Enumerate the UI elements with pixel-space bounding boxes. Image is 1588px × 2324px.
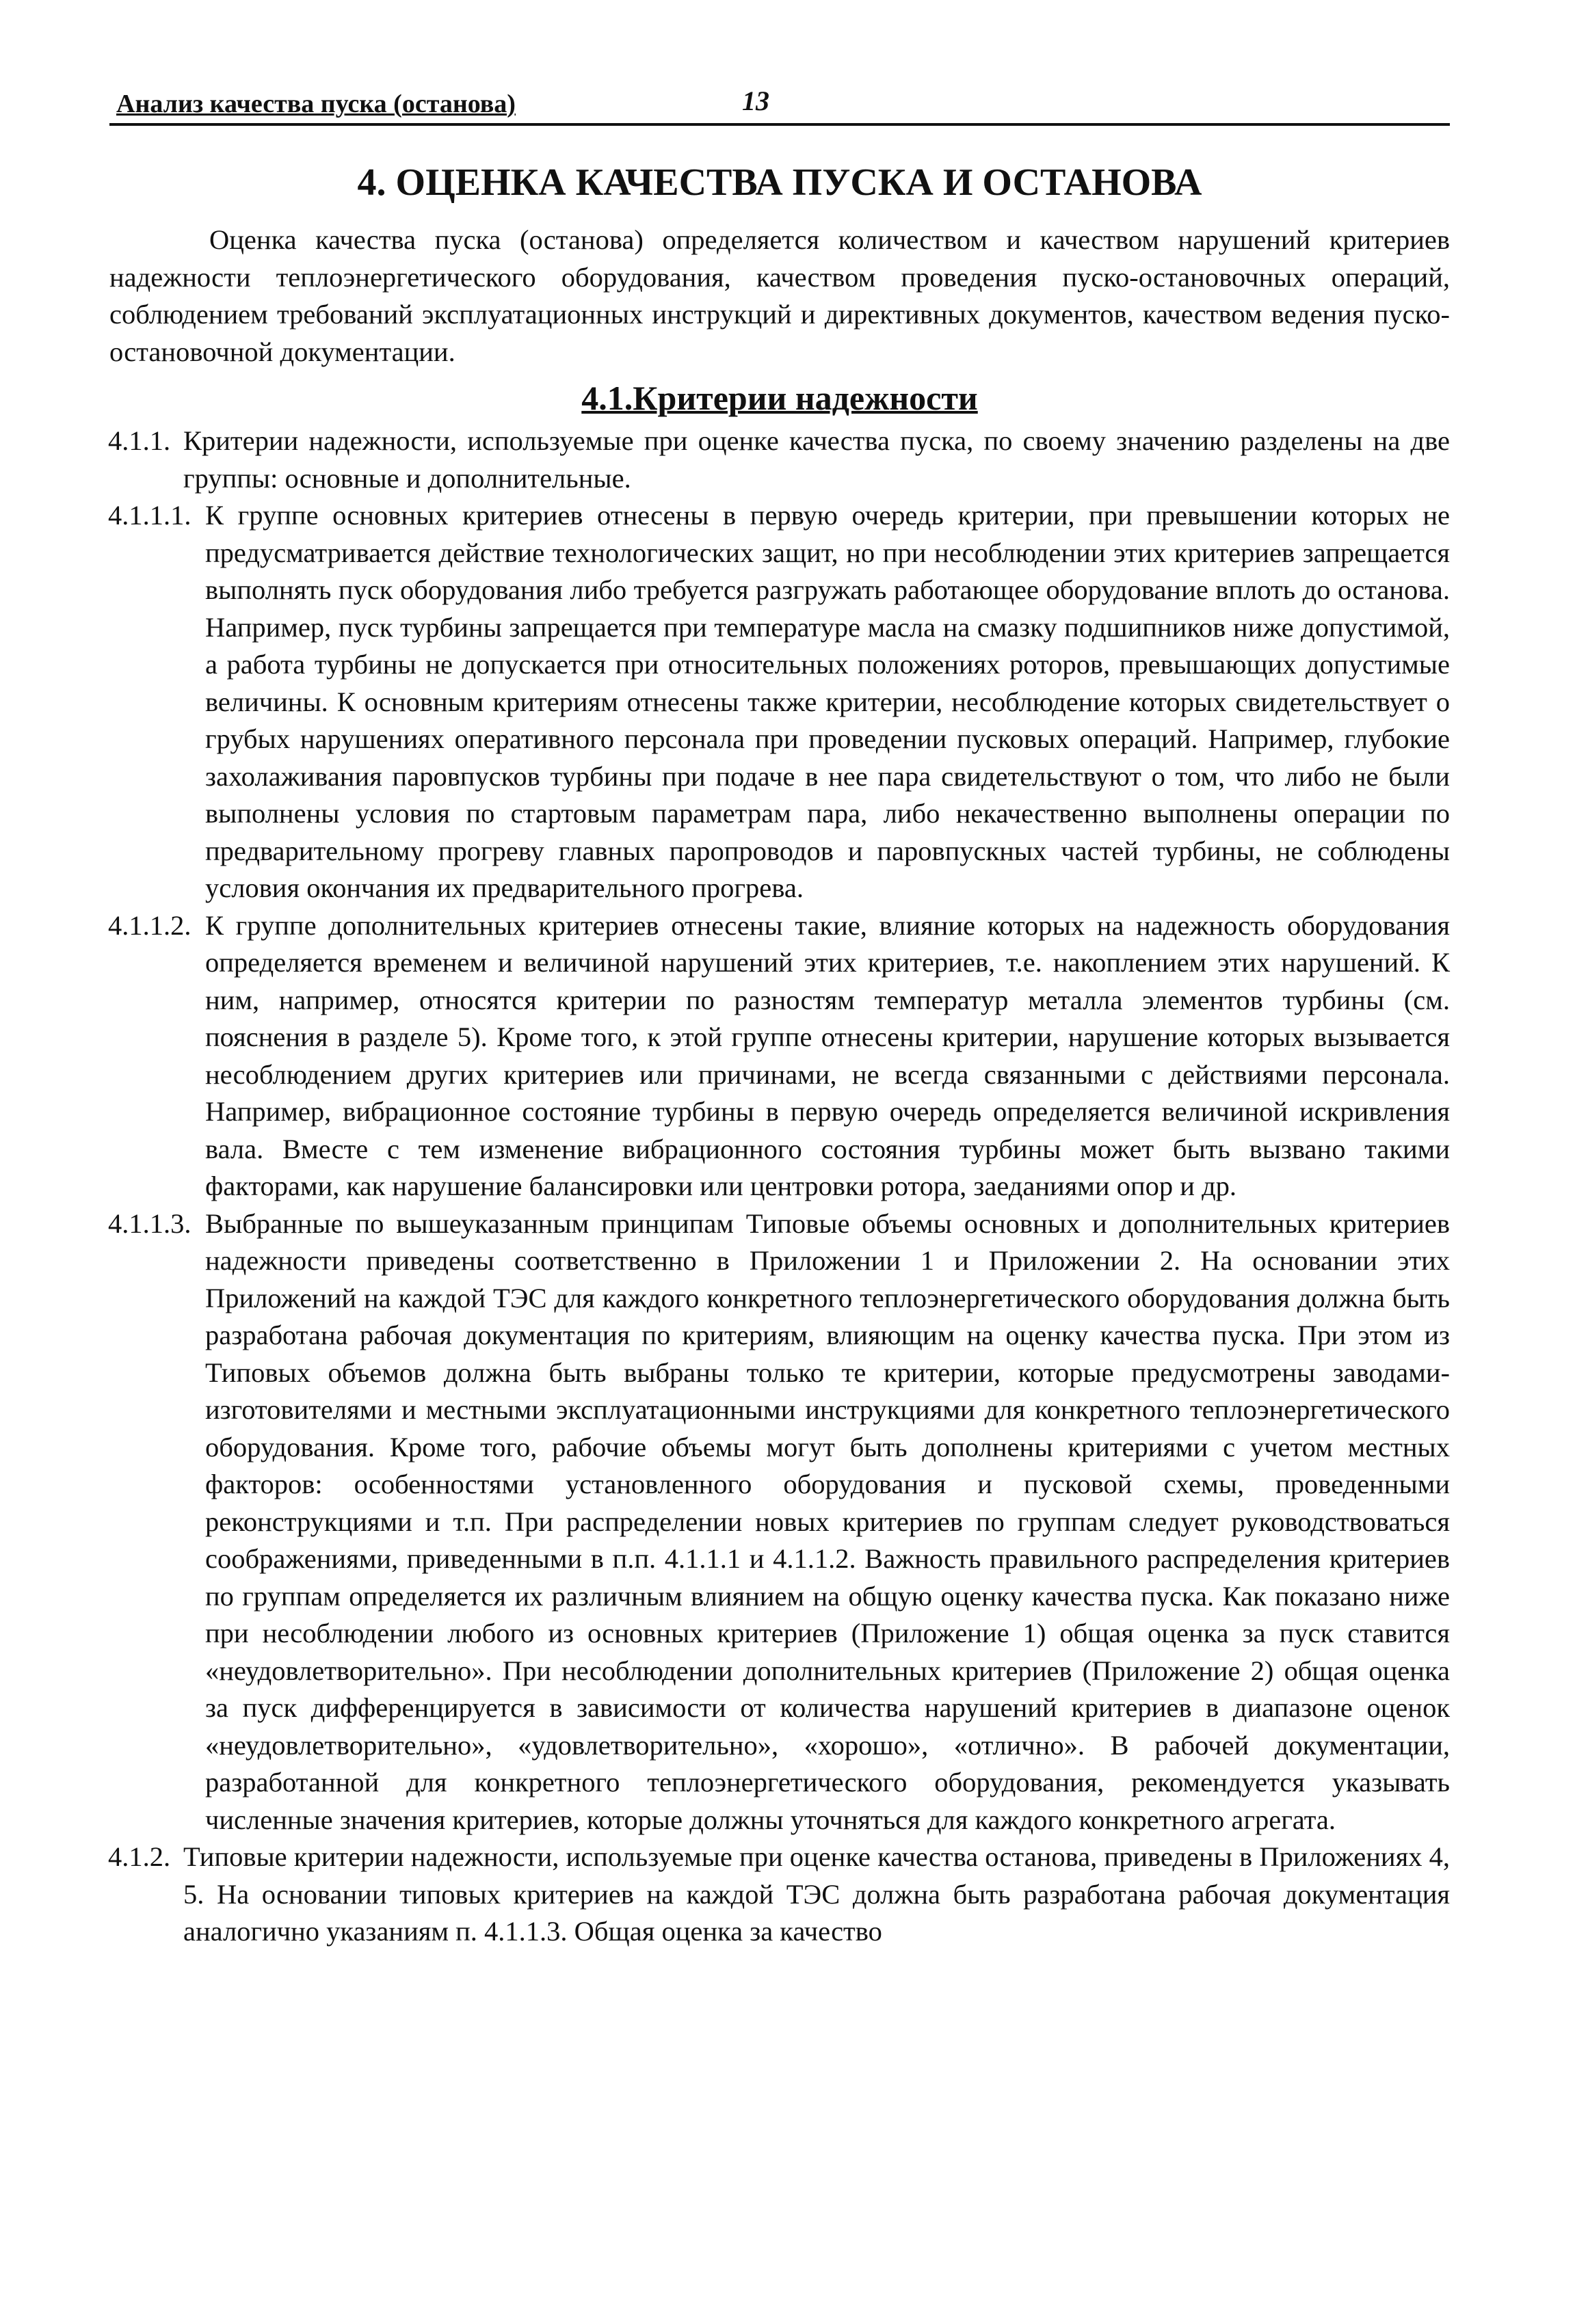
running-header-title: Анализ качества пуска (останова) — [116, 90, 516, 118]
list-item-4-1-1-1 — [109, 497, 1450, 907]
item-number: 4.1.1.2. — [108, 909, 191, 941]
page-number: 13 — [742, 85, 769, 116]
item-text: К группе основных критериев отнесены в первую очередь критерии, при превышении которых не предусматривается действие технологических защит, но при несоблюдении этих критериев запрещается выполнять пуск оборудования либо требуется разгружать работающее оборудование вплоть до останова. Например, пуск турбины запрещается при температуре масла на смазку подшипников ниже допустимой, а работа турбины не допускается при относительных положениях роторов, превышающих допустимые величины. К основным критериям отнесены также критерии, несоблюдение которых свидетельствует о грубых нарушениях оперативного персонала при проведении пусковых операций. Например, глубокие захолаживания паровпусков турбины при подаче в нее пара свидетельствуют о том, что либо не были выполнены условия по стартовым параметрам пара, либо некачественно выполнены операции по предварительному прогреву главных паропроводов и паровпускных частей турбины, не соблюдены условия окончания их предварительного прогрева. — [205, 500, 1450, 903]
subsection-title-text: 4.1.Критерии надежности — [581, 379, 978, 417]
running-header — [109, 81, 1450, 126]
section-title: 4. ОЦЕНКА КАЧЕСТВА ПУСКА И ОСТАНОВА — [357, 161, 1202, 204]
section-intro-paragraph: Оценка качества пуска (останова) определяется количеством и качеством нарушений критериев надежности теплоэнергетического оборудования, качеством проведения пуско-остановочных операций, соблюдением требований эксплуатационных инструкций и директивных документов, качеством ведения пуско-остановочной документации. — [109, 224, 1450, 367]
item-number: 4.1.1. — [108, 425, 171, 456]
list-item-4-1-2 — [109, 1839, 1450, 1951]
page-content — [109, 159, 1450, 1951]
item-number: 4.1.2. — [108, 1841, 171, 1872]
list-item-4-1-1-2 — [109, 907, 1450, 1205]
item-text: Типовые критерии надежности, используемые при оценке качества останова, приведены в Приложениях 4, 5. На основании типовых критериев на каждой ТЭС должна быть разработана рабочая документация аналогично указаниям п. 4.1.1.3. Общая оценка за качество — [183, 1841, 1450, 1947]
list-item-4-1-1 — [109, 423, 1450, 497]
subsection-title — [109, 377, 1450, 418]
item-number: 4.1.1.1. — [108, 500, 191, 531]
item-text: Критерии надежности, используемые при оценке качества пуска, по своему значению разделены на две группы: основные и дополнительные. — [183, 425, 1450, 494]
item-number: 4.1.1.3. — [108, 1207, 191, 1239]
item-text: Выбранные по вышеуказанным принципам Типовые объемы основных и дополнительных критериев надежности приведены соответственно в Приложении 1 и Приложении 2. На основании этих Приложений на каждой ТЭС для каждого конкретного теплоэнергетического оборудования должна быть разработана рабочая документация по критериям, влияющим на оценку качества пуска. При этом из Типовых объемов должна быть выбраны только те критерии, которые предусмотрены заводами-изготовителями и местными эксплуатационными инструкциями для конкретного теплоэнергетического оборудования. Кроме того, рабочие объемы могут быть дополнены критериями с учетом местных факторов: особенностями установленного оборудования и пусковой схемы, проведенными реконструкциями и т.п. При распределении новых критериев по группам следует руководствоваться соображениями, приведенными в п.п. 4.1.1.1 и 4.1.1.2. Важность правильного распределения критериев по группам определяется их различным влиянием на общую оценку качества пуска. Как показано ниже при несоблюдении любого из основных критериев (Приложение 1) общая оценка за пуск ставится «неудовлетворительно». При несоблюдении дополнительных критериев (Приложение 2) общая оценка за пуск дифференцируется в зависимости от количества нарушений критериев в диапазоне оценок «неудовлетворительно», «удовлетворительно», «хорошо», «отлично». В рабочей документации, разработанной для конкретного теплоэнергетического оборудования, рекомендуется указывать численные значения критериев, которые должны уточняться для каждого конкретного агрегата. — [205, 1207, 1450, 1835]
item-text: К группе дополнительных критериев отнесены такие, влияние которых на надежность оборудования определяется временем и величиной нарушений этих критериев, т.е. накоплением этих нарушений. К ним, например, относятся критерии по разностям температур металла элементов турбины (см. пояснения в разделе 5). Кроме того, к этой группе отнесены критерии, нарушение которых вызывается несоблюдением других критериев или причинами, не всегда связанными с действиями персонала. Например, вибрационное состояние турбины в первую очередь определяется величиной искривления вала. Вместе с тем изменение вибрационного состояния турбины может быть вызвано такими факторами, как нарушение балансировки или центровки ротора, заеданиями опор и др. — [205, 909, 1450, 1201]
list-item-4-1-1-3 — [109, 1205, 1450, 1839]
